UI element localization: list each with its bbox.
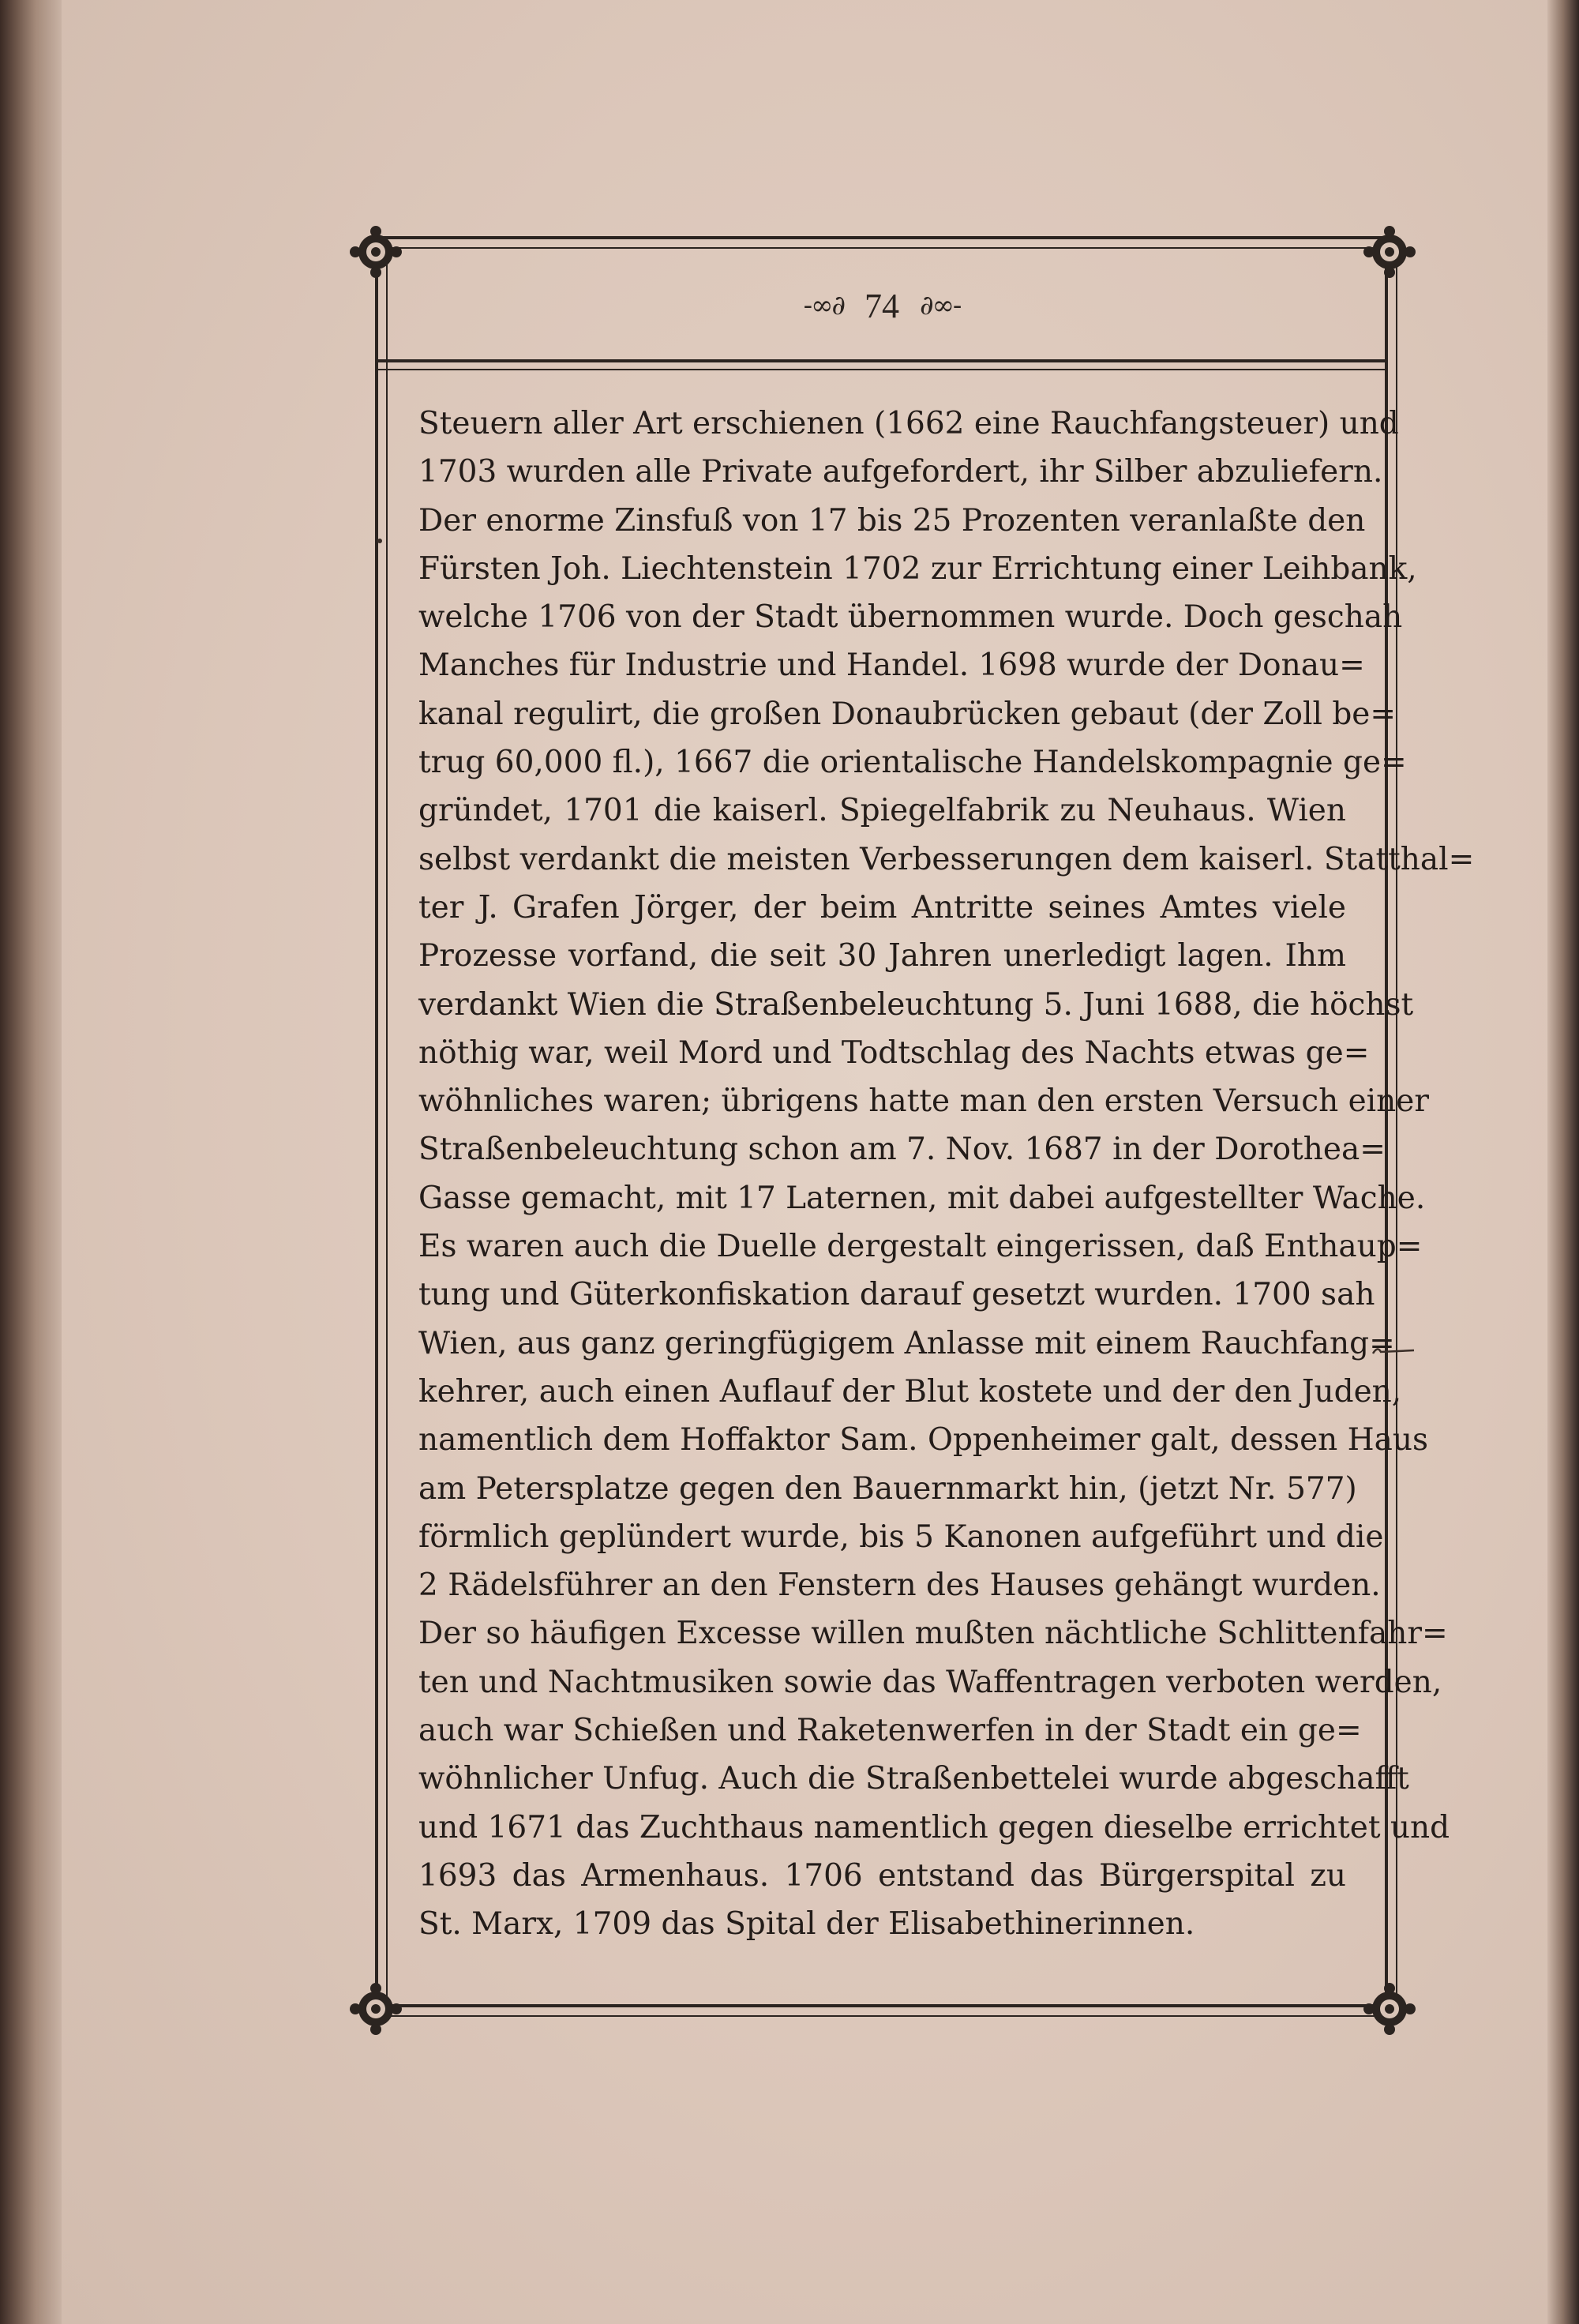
page-header — [377, 278, 1386, 333]
text-line: namentlich dem Hoffaktor Sam. Oppenheimer galt, dessen Haus — [418, 1422, 1429, 1459]
text-line: Fürsten Joh. Liechtenstein 1702 zur Errichtung einer Leihbank, — [418, 550, 1417, 587]
corner-ornament-icon — [347, 223, 404, 280]
text-line: wöhnliches waren; übrigens hatte man den ersten Versuch einer — [418, 1083, 1429, 1120]
ink-dot-mark — [377, 539, 382, 543]
page-number: 74 — [865, 286, 899, 325]
text-line: gründet, 1701 die kaiserl. Spiegelfabrik zu Neuhaus. Wien — [418, 793, 1346, 829]
text-line: wöhnlicher Unfug. Auch die Straßenbettelei wurde abgeschafft — [418, 1761, 1409, 1797]
text-line: Der so häufigen Excesse willen mußten nächtliche Schlittenfahr= — [418, 1616, 1448, 1652]
frame-bottom-border — [369, 2004, 1394, 2017]
text-line: Gasse gemacht, mit 17 Laternen, mit dabei aufgestellter Wache. — [418, 1180, 1426, 1216]
header-rule — [377, 359, 1386, 370]
text-line: auch war Schießen und Raketenwerfen in der Stadt ein ge= — [418, 1713, 1362, 1749]
text-line: trug 60,000 fl.), 1667 die orientalische Handelskompagnie ge= — [418, 745, 1407, 781]
frame-right-border — [1385, 261, 1397, 2006]
text-line: 1703 wurden alle Private aufgefordert, ihr Silber abzuliefern. — [418, 454, 1383, 490]
page-stack-edge — [1547, 0, 1579, 2324]
text-line: ten und Nachtmusiken sowie das Waffentragen verboten werden, — [418, 1664, 1442, 1700]
frame-top-border — [369, 236, 1394, 249]
corner-ornament-icon — [1361, 1980, 1418, 2037]
text-line: Prozesse vorfand, die seit 30 Jahren unerledigt lagen. Ihm — [418, 938, 1346, 974]
text-line: förmlich geplündert wurde, bis 5 Kanonen aufgeführt und die — [418, 1519, 1384, 1555]
text-line: am Petersplatze gegen den Bauernmarkt hin, (jetzt Nr. 577) — [418, 1470, 1357, 1507]
text-line: kanal regulirt, die großen Donaubrücken gebaut (der Zoll be= — [418, 696, 1397, 732]
text-line: 2 Rädelsführer an den Fenstern des Hauses gehängt wurden. — [418, 1567, 1381, 1604]
text-line: welche 1706 von der Stadt übernommen wurde. Doch geschah — [418, 599, 1403, 636]
book-spine-edge — [0, 0, 62, 2324]
text-line: Steuern aller Art erschienen (1662 eine Rauchfangsteuer) und — [418, 406, 1399, 441]
pencil-mark-icon — [1370, 1342, 1417, 1358]
text-line: St. Marx, 1709 das Spital der Elisabethinerinnen. — [418, 1906, 1195, 1943]
corner-ornament-icon — [1361, 223, 1418, 280]
text-line: Es waren auch die Duelle dergestalt eingerissen, daß Enthaup= — [418, 1229, 1423, 1265]
flourish-left-icon: -∞∂ — [803, 290, 844, 321]
frame-left-border — [375, 261, 388, 2006]
corner-ornament-icon — [347, 1980, 404, 2037]
text-line: Der enorme Zinsfuß von 17 bis 25 Prozenten veranlaßte den — [418, 502, 1366, 539]
text-line: 1693 das Armenhaus. 1706 entstand das Bürgerspital zu — [418, 1857, 1346, 1894]
text-line: ter J. Grafen Jörger, der beim Antritte seines Amtes viele — [418, 889, 1346, 925]
text-line: verdankt Wien die Straßenbeleuchtung 5. Juni 1688, die höchst — [418, 986, 1414, 1023]
text-line: kehrer, auch einen Auflauf der Blut kostete und der den Juden, — [418, 1373, 1402, 1410]
text-line: Wien, aus ganz geringfügigem Anlasse mit einem Rauchfang= — [418, 1325, 1395, 1361]
text-line: Straßenbeleuchtung schon am 7. Nov. 1687 in der Dorothea= — [418, 1132, 1386, 1168]
text-line: nöthig war, weil Mord und Todtschlag des Nachts etwas ge= — [418, 1034, 1370, 1071]
text-line: Manches für Industrie und Handel. 1698 wurde der Donau= — [418, 648, 1365, 684]
body-text — [418, 400, 1475, 1949]
text-line: und 1671 das Zuchthaus namentlich gegen dieselbe errichtet und — [418, 1809, 1450, 1845]
text-line: selbst verdankt die meisten Verbesserungen dem kaiserl. Statthal= — [418, 841, 1475, 877]
flourish-right-icon: ∂∞- — [920, 290, 961, 321]
text-line: tung und Güterkonfiskation darauf gesetzt wurden. 1700 sah — [418, 1277, 1375, 1313]
